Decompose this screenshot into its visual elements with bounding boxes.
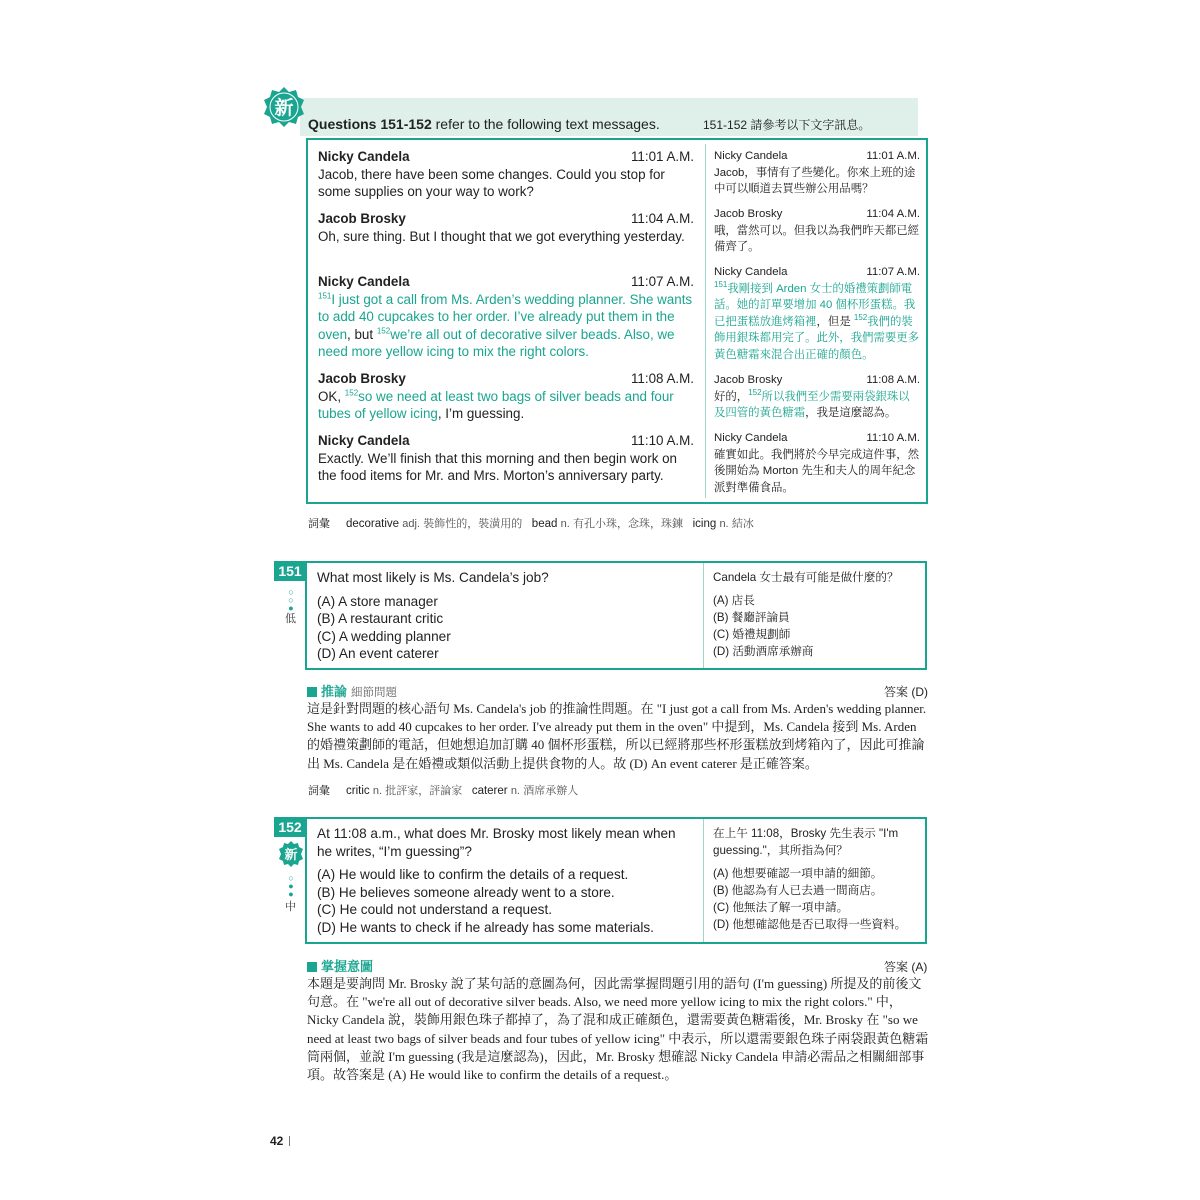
vocab-list: 詞彙 critic n. 批評家，評論家 caterer n. 酒席承辦人 xyxy=(308,785,579,797)
message-time: 11:04 A.M. xyxy=(630,211,694,226)
svg-text:新: 新 xyxy=(274,97,294,119)
difficulty-dots: ○ ● ● xyxy=(288,873,294,899)
sender-name-zh: Jacob Brosky xyxy=(714,208,783,220)
message-time-zh: 11:07 A.M. xyxy=(866,266,920,278)
message-text: OK, $^{152}$so we need at least two bags of silver beads and four tubes of yellow icing, I’m guessing. xyxy=(318,388,674,422)
option-a: (A) He would like to confirm the details of a request. xyxy=(317,867,629,883)
vocab-word: bead xyxy=(531,518,558,530)
message-2-zh xyxy=(714,206,920,256)
answer-label: 答案 (A) xyxy=(884,960,928,974)
message-1-zh xyxy=(714,148,920,198)
vocab-word: critic xyxy=(345,785,370,797)
sender-name-zh: Jacob Brosky xyxy=(714,374,783,386)
question-152-text xyxy=(317,825,693,937)
message-text-zh: 好的，$^{152}$所以我們至少需要兩袋銀珠以及四管的黃色糖霜，我是這麼認為。 xyxy=(714,387,910,420)
message-text-zh: Jacob，事情有了些變化。你來上班的途中可以順道去買些辦公用品嗎？ xyxy=(714,166,916,196)
message-text-zh: 確實如此。我們將於今早完成這件事，然後開始為 Morton 先生和夫人的周年紀念派對準備食品。 xyxy=(714,448,920,494)
question-prompt: What most likely is Ms. Candela’s job? xyxy=(317,570,549,585)
option-b-zh: (B) 餐廳評論員 xyxy=(713,611,790,624)
option-d: (D) An event caterer xyxy=(317,646,439,662)
message-3 xyxy=(318,273,694,361)
message-text-zh: $^{151}$我剛接到 Arden 女士的婚禮策劃師電話。她的訂單要增加 40 個杯形蛋糕。我已把蛋糕放進烤箱裡，但是 $^{152}$我們的裝飾用銀珠都用完了。此外，我們需要更多黃色糖霜來混合出正確的顏色。 xyxy=(714,279,920,361)
option-d-zh: (D) 活動酒席承辦商 xyxy=(713,645,814,658)
message-text: Jacob, there have been some changes. Could you stop for some supplies on your way to work? xyxy=(318,166,665,200)
passage-intro: Questions 151-152 refer to the following text messages. xyxy=(308,116,660,132)
difficulty-level: 低 xyxy=(285,613,296,625)
question-152-zh xyxy=(713,825,919,933)
question-number-151: 151 xyxy=(274,561,306,581)
message-time: 11:08 A.M. xyxy=(630,371,694,386)
question-151-box xyxy=(305,561,927,670)
question-151-zh xyxy=(713,569,919,660)
difficulty-level: 中 xyxy=(285,901,296,913)
option-c: (C) He could not understand a request. xyxy=(317,902,553,918)
option-c-zh: (C) 他無法了解一項申請。 xyxy=(713,901,849,914)
question-number-152: 152 xyxy=(274,817,306,837)
option-c: (C) A wedding planner xyxy=(317,628,451,644)
explanation-152: 本題是要詢問 Mr. Brosky 說了某句話的意圖為何，因此需掌握問題引用的語句 (I'm guessing) 所提及的前後文句意。在 "we're all out of decorative silver beads. Also, we need more yellow icing to mix the right colors." 中，Nicky Candela 說，裝飾用銀色珠子都掉了，為了混和成正確顏色，還需要黃色糖霜後，Mr. Brosky 在 "so we need at least two bags of silver beads and four tubes of yellow icing" 中表示，所以還需要銀色珠子兩袋跟黃色糖霜筒兩個，並說 I'm guessing (我是這麼認為)，因此，Mr. Brosky 想確認 Nicky Candela 申請必需品之相關細部事項。故答案是 (A) He would like to confirm the details of a request.。 xyxy=(307,976,929,1083)
message-time: 11:07 A.M. xyxy=(630,274,694,289)
column-divider xyxy=(705,144,706,498)
message-text: Oh, sure thing. But I thought that we got everything yesterday. xyxy=(318,228,685,244)
message-time-zh: 11:04 A.M. xyxy=(866,208,920,220)
question-prompt: At 11:08 a.m., what does Mr. Brosky most likely mean when he writes, “I’m guessing”? xyxy=(317,826,676,859)
answer-label: 答案 (D) xyxy=(884,685,928,699)
message-time-zh: 11:08 A.M. xyxy=(866,374,920,386)
option-b: (B) A restaurant critic xyxy=(317,611,444,627)
section-title-intent: 掌握意圖 xyxy=(307,956,373,975)
option-b: (B) He believes someone already went to a store. xyxy=(317,884,615,900)
message-5-zh xyxy=(714,430,920,496)
message-time: 11:01 A.M. xyxy=(630,149,694,164)
new-badge-icon xyxy=(277,840,305,868)
sender-name-zh: Nicky Candela xyxy=(714,150,788,162)
question-151-text xyxy=(317,569,697,663)
sender-name: Nicky Candela xyxy=(318,433,410,448)
option-d: (D) He wants to check if he already has some materials. xyxy=(317,919,654,935)
sender-name: Jacob Brosky xyxy=(318,371,406,386)
message-time: 11:10 A.M. xyxy=(630,433,694,448)
message-text-zh: 哦，當然可以。但我以為我們昨天都已經備齊了。 xyxy=(714,224,920,254)
question-152-box xyxy=(305,817,927,944)
message-3-zh xyxy=(714,264,920,364)
passage-intro-zh: 151-152 請參考以下文字訊息。 xyxy=(703,118,871,132)
message-4-zh xyxy=(714,372,920,422)
section-title-inference: 推論 細節問題 xyxy=(307,681,397,700)
option-a-zh: (A) 他想要確認一項申請的細節。 xyxy=(713,867,883,880)
option-b-zh: (B) 他認為有人已去過一間商店。 xyxy=(713,884,883,897)
vocab-tag: 詞彙 xyxy=(308,785,330,797)
vocab-word: caterer xyxy=(471,785,508,797)
vocab-list: 詞彙 decorative adj. 裝飾性的，裝潢用的 bead n. 有孔小珠，念珠，珠鍊 icing n. 結冰 xyxy=(308,518,754,530)
message-time-zh: 11:10 A.M. xyxy=(866,432,920,444)
text-message-passage xyxy=(306,138,928,504)
section-marker-icon xyxy=(307,962,317,972)
difficulty-dots: ○ ○ ● xyxy=(288,587,294,613)
message-5 xyxy=(318,432,694,485)
column-divider xyxy=(703,563,704,668)
sender-name-zh: Nicky Candela xyxy=(714,266,788,278)
vocab-word: icing xyxy=(692,518,717,530)
column-divider xyxy=(703,819,704,942)
explanation-151: 這是針對問題的核心語句 Ms. Candela's job 的推論性問題。在 "I just got a call from Ms. Arden's wedding planner. She wants to add 40 cupcakes to her order. I've already put them in the oven" 中提到，Ms. Candela 接到 Ms. Arden 的婚禮策劃師的電話，但她想追加訂購 40 個杯形蛋糕，所以已經將那些杯形蛋糕放到烤箱內了，因此可推論出 Ms. Candela 是在婚禮或類似活動上提供食物的人。故 (D) An event caterer 是正確答案。 xyxy=(307,701,927,771)
vocab-tag: 詞彙 xyxy=(308,518,330,530)
sender-name: Jacob Brosky xyxy=(318,211,406,226)
vocab-word: decorative xyxy=(345,518,400,530)
message-1 xyxy=(318,148,694,201)
option-c-zh: (C) 婚禮規劃師 xyxy=(713,628,791,641)
option-a-zh: (A) 店長 xyxy=(713,594,755,607)
sender-name: Nicky Candela xyxy=(318,149,410,164)
sender-name-zh: Nicky Candela xyxy=(714,432,788,444)
message-4 xyxy=(318,370,694,423)
question-prompt-zh: Candela 女士最有可能是做什麼的？ xyxy=(713,571,899,584)
option-d-zh: (D) 他想確認他是否已取得一些資料。 xyxy=(713,918,907,931)
svg-text:新: 新 xyxy=(284,848,298,863)
option-a: (A) A store manager xyxy=(317,593,438,609)
page-number: 42 xyxy=(270,1134,290,1148)
message-2 xyxy=(318,210,694,245)
message-text: Exactly. We’ll finish that this morning and then begin work on the food items for Mr. and Mrs. Morton’s anniversary party. xyxy=(318,450,678,484)
question-prompt-zh: 在上午 11:08，Brosky 先生表示 "I'm guessing."，其所指為何？ xyxy=(713,827,899,857)
message-time-zh: 11:01 A.M. xyxy=(866,150,920,162)
section-marker-icon xyxy=(307,687,317,697)
message-text: $^{151}$I just got a call from Ms. Arden’s wedding planner. She wants to add 40 cupcakes to her order. I’ve already put them in the oven, but $^{152}$we’re all out of decorative silver beads. Also, we need more yellow icing to mix the right colors. xyxy=(318,291,693,360)
new-badge-icon xyxy=(262,86,306,130)
sender-name: Nicky Candela xyxy=(318,274,410,289)
